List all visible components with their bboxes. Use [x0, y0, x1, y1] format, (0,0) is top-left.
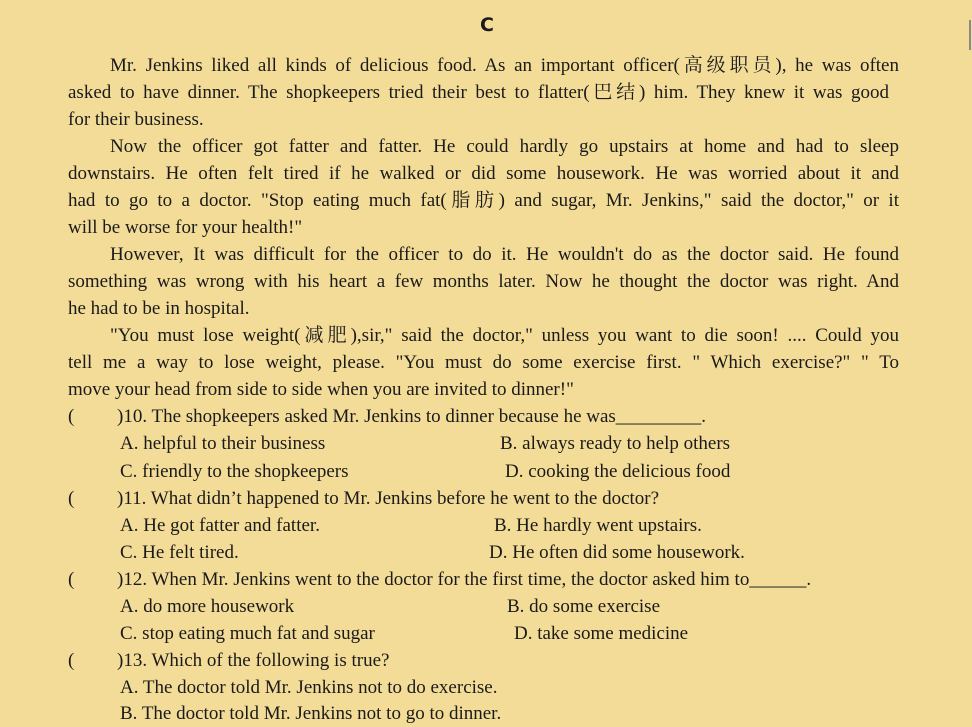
- question-stem: )13. Which of the following is true?: [117, 650, 390, 671]
- passage-line: downstairs. He often felt tired if he walked or did some housework. He was worried about it and: [68, 163, 899, 184]
- text-cursor-marker: [969, 20, 971, 50]
- passage-line: for their business.: [68, 109, 204, 130]
- option-b: B. He hardly went upstairs.: [494, 515, 702, 536]
- passage-line: he had to be in hospital.: [68, 298, 250, 319]
- answer-blank-paren: (: [68, 488, 75, 509]
- question-stem: )10. The shopkeepers asked Mr. Jenkins to dinner because he was_________.: [117, 406, 707, 427]
- option-d: D. cooking the delicious food: [505, 461, 731, 482]
- option-a: A. He got fatter and fatter.: [120, 515, 320, 536]
- question-stem: )12. When Mr. Jenkins went to the doctor for the first time, the doctor asked him to______.: [117, 569, 812, 590]
- passage-line: will be worse for your health!": [68, 217, 303, 238]
- passage-line: something was wrong with his heart a few months later. Now he thought the doctor was right. And: [68, 271, 899, 292]
- option-d: D. take some medicine: [514, 623, 689, 644]
- section-title: C: [480, 14, 494, 36]
- option-c: C. stop eating much fat and sugar: [120, 623, 375, 644]
- option-b: B. The doctor told Mr. Jenkins not to go to dinner.: [120, 703, 502, 724]
- answer-blank-paren: (: [68, 569, 75, 590]
- passage-line: move your head from side to side when you are invited to dinner!": [68, 379, 574, 400]
- option-b: B. always ready to help others: [500, 433, 731, 454]
- passage-line: tell me a way to lose weight, please. "You must do some exercise first. " Which exercise?" " To: [68, 352, 899, 373]
- passage-line: Now the officer got fatter and fatter. He could hardly go upstairs at home and had to sleep: [110, 136, 899, 157]
- passage-line: However, It was difficult for the officer to do it. He wouldn't do as the doctor said. He found: [110, 244, 899, 265]
- option-a: A. do more housework: [120, 596, 295, 617]
- passage-line: asked to have dinner. The shopkeepers tried their best to flatter(巴结) him. They knew it was good: [68, 82, 889, 103]
- question-stem: )11. What didn’t happened to Mr. Jenkins before he went to the doctor?: [117, 488, 660, 509]
- option-d: D. He often did some housework.: [489, 542, 745, 563]
- passage-line: Mr. Jenkins liked all kinds of delicious food. As an important officer(高级职员), he was often: [110, 55, 899, 76]
- option-c: C. friendly to the shopkeepers: [120, 461, 349, 482]
- option-a: A. helpful to their business: [120, 433, 326, 454]
- passage-line: had to go to a doctor. "Stop eating much fat(脂肪) and sugar, Mr. Jenkins," said the doctor," or it: [68, 190, 899, 211]
- option-c: C. He felt tired.: [120, 542, 239, 563]
- option-a: A. The doctor told Mr. Jenkins not to do exercise.: [120, 677, 498, 698]
- answer-blank-paren: (: [68, 406, 75, 427]
- option-b: B. do some exercise: [507, 596, 661, 617]
- passage-line: "You must lose weight(减肥),sir," said the doctor," unless you want to die soon! .... Could you: [110, 325, 899, 346]
- answer-blank-paren: (: [68, 650, 75, 671]
